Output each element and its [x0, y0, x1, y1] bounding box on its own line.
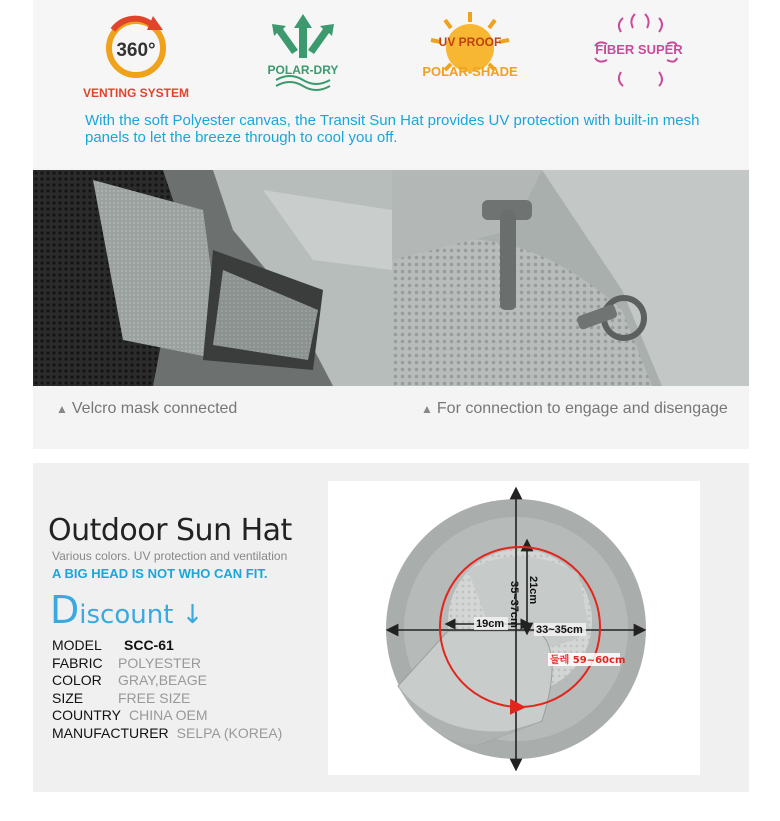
spec-row-model	[52, 637, 282, 655]
discount-heading	[50, 588, 203, 632]
feature-venting	[71, 10, 201, 105]
brim-width-label: 33~35cm	[536, 624, 583, 636]
spec-key: COLOR	[52, 672, 102, 688]
spec-key: SIZE	[52, 689, 84, 706]
spec-table	[52, 637, 282, 742]
polar-dry-label: POLAR-DRY	[267, 63, 339, 77]
circumference-label: 둘레 59~60cm	[550, 655, 626, 666]
spec-row-country	[52, 707, 282, 725]
spec-value: SCC-61	[124, 637, 174, 653]
velcro-detail-photo	[33, 170, 392, 386]
clip-caption	[421, 400, 728, 418]
venting-label: VENTING SYSTEM	[82, 86, 190, 100]
spec-value: GRAY,BEAGE	[118, 672, 207, 688]
hat-dimension-diagram	[328, 481, 700, 775]
spec-key: COUNTRY	[52, 707, 121, 723]
feature-section	[33, 0, 749, 168]
discount-rest: iscount ↓	[79, 600, 204, 630]
velcro-caption-text: Velcro mask connected	[71, 400, 238, 417]
spec-key: FABRIC	[52, 654, 103, 671]
spec-row-size	[52, 690, 282, 708]
spec-key: MANUFACTURER	[52, 724, 169, 741]
spec-row-color	[52, 672, 282, 690]
spec-value: CHINA OEM	[128, 707, 208, 723]
spec-row-manufacturer	[52, 725, 282, 743]
triangle-up-icon: ▲	[421, 402, 433, 416]
crown-width-label: 19cm	[476, 618, 505, 630]
polar-dry-icon	[238, 10, 368, 100]
feature-polar-shade	[405, 10, 535, 105]
velcro-caption	[56, 400, 237, 418]
polar-shade-label: POLAR-SHADE	[422, 64, 518, 79]
discount-initial: D	[50, 588, 80, 632]
venting-icon	[71, 10, 201, 100]
product-tagline: A BIG HEAD IS NOT WHO CAN FIT.	[52, 566, 268, 581]
sun-icon	[405, 10, 535, 100]
spec-row-fabric	[52, 655, 282, 673]
product-subtitle: Various colors. UV protection and ventilation	[52, 549, 288, 563]
spec-value: FREE SIZE	[118, 689, 191, 706]
length-label: 35~37cm	[508, 581, 520, 628]
crown-height-label: 21cm	[527, 576, 539, 605]
fiber-super-badge: FIBER SUPER	[595, 42, 683, 57]
clip-caption-text: For connection to engage and disengage	[436, 400, 728, 417]
uv-proof-badge: UV PROOF	[438, 35, 502, 49]
section-divider	[33, 449, 749, 463]
clip-detail-photo	[392, 170, 749, 386]
product-title: Outdoor Sun Hat	[48, 513, 292, 548]
feature-blurb: With the soft Polyester canvas, the Transit Sun Hat provides UV protection with built-in mesh panels to let the breeze through to cool you off.	[85, 112, 700, 146]
feature-polar-dry	[238, 10, 368, 105]
feature-fiber-super	[571, 10, 701, 105]
triangle-up-icon: ▲	[56, 402, 68, 416]
venting-badge-text: 360°	[116, 40, 156, 61]
spec-key: MODEL	[52, 637, 102, 653]
spec-value: SELPA (KOREA)	[176, 724, 283, 741]
spec-value: POLYESTER	[118, 654, 201, 671]
fiber-icon	[571, 10, 701, 100]
